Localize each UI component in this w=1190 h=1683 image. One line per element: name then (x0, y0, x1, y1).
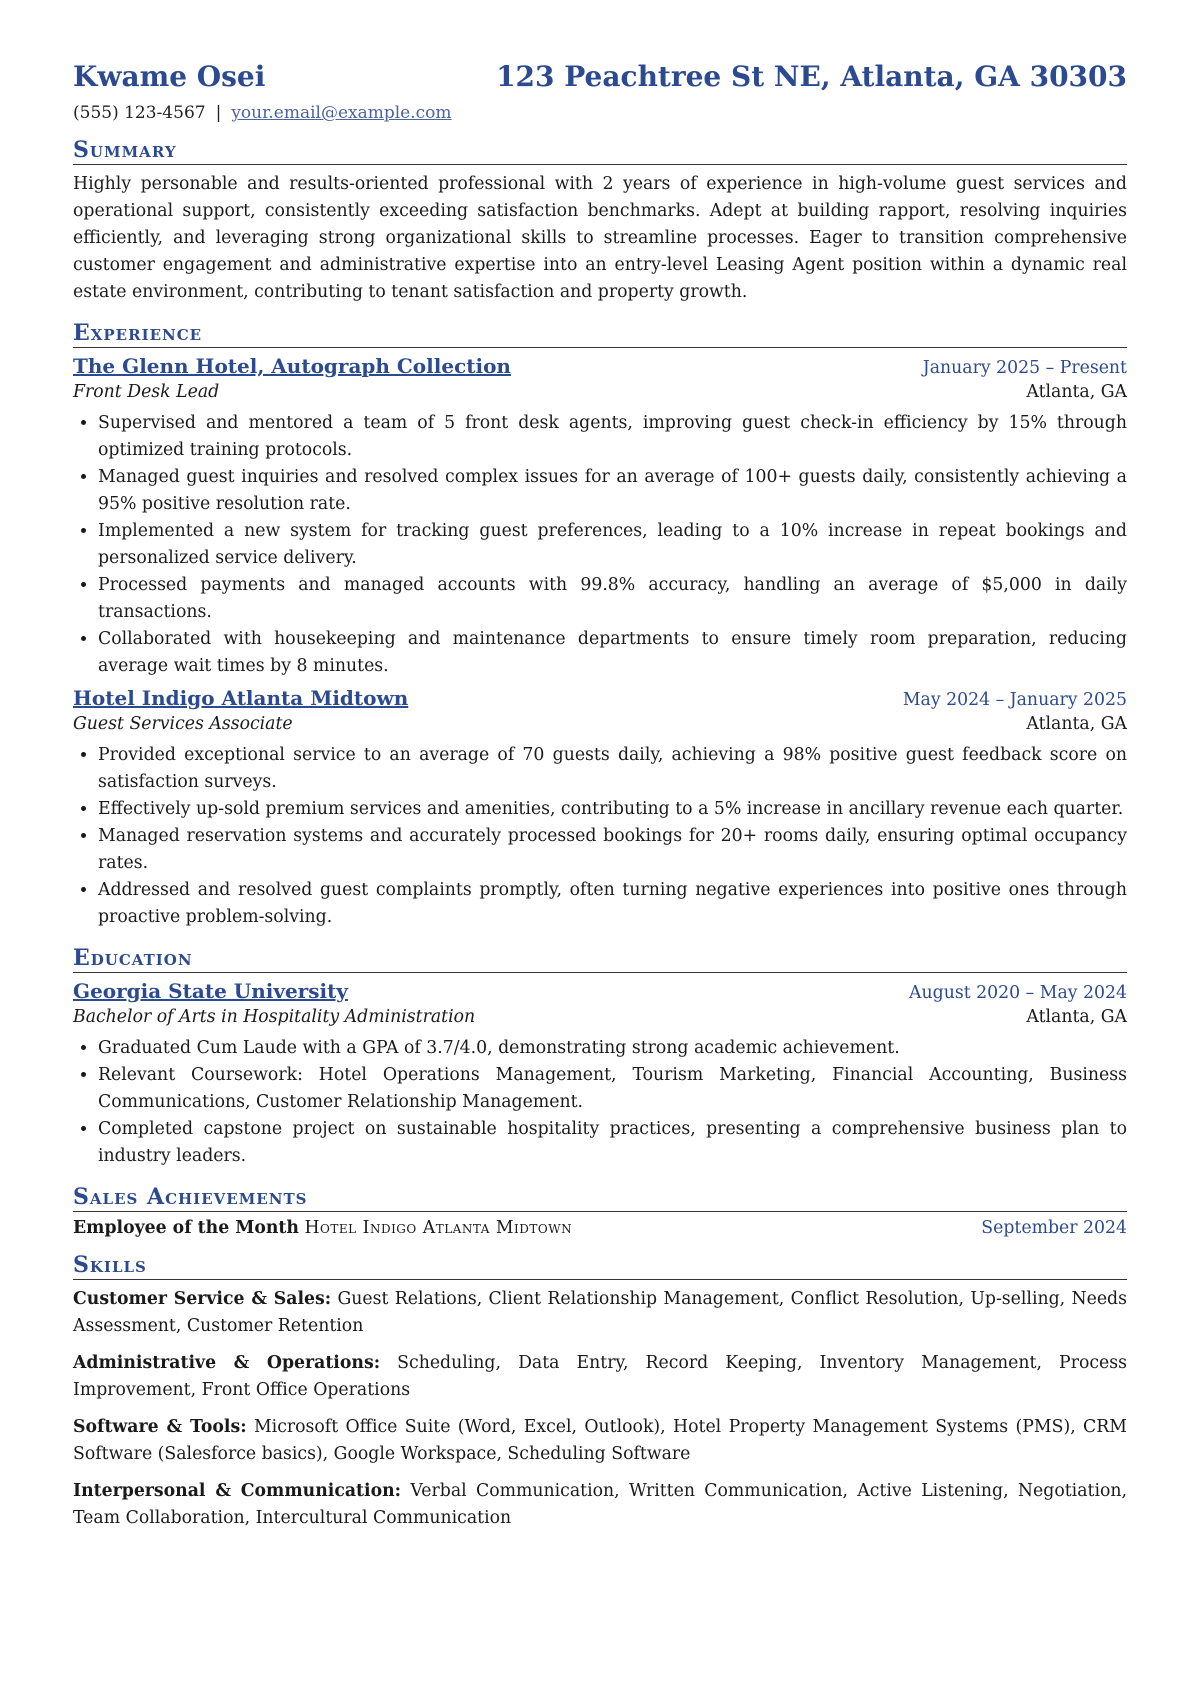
bullet-list (73, 1035, 1127, 1170)
job-title: Front Desk Lead (73, 382, 220, 402)
employer-name[interactable]: The Glenn Hotel, Autograph Collection (73, 354, 511, 378)
bullet-item: • Provided exceptional service to an average of 70 guests daily, achieving a 98% positive guest feedback score on satisfaction surveys. (98, 742, 1127, 796)
email-link[interactable]: your.email@example.com (231, 103, 452, 123)
employment-dates: January 2025 – Present (922, 358, 1127, 378)
contact-line (73, 103, 1127, 123)
bullet-list (73, 742, 1127, 931)
bullet-item: • Processed payments and managed accounts with 99.8% accuracy, handling an average of $5,000 in daily transactions. (98, 572, 1127, 626)
skill-group-label: Administrative & Operations: (73, 1353, 381, 1373)
achievement-org: Hotel Indigo Atlanta Midtown (304, 1218, 573, 1238)
school-name[interactable]: Georgia State University (73, 979, 348, 1003)
achievement-date: September 2024 (981, 1218, 1127, 1238)
school-location: Atlanta, GA (1026, 1007, 1127, 1027)
employment-dates: May 2024 – January 2025 (902, 690, 1127, 710)
achievement-entry (73, 1218, 1127, 1238)
bullet-item: • Relevant Coursework: Hotel Operations Management, Tourism Marketing, Financial Accounting, Business Communications, Customer Relationship Management. (98, 1062, 1127, 1116)
skill-group-text: Scheduling, Data Entry, Record Keeping, Inventory Management, Process Improvement, Front Office Operations (73, 1353, 1127, 1400)
section-title-skills: Skills (73, 1252, 1127, 1280)
bullet-item: • Addressed and resolved guest complaints promptly, often turning negative experiences into positive ones through proactive problem-solving. (98, 877, 1127, 931)
section-title-experience: Experience (73, 320, 1127, 348)
skill-group (73, 1478, 1127, 1532)
experience-entry (73, 354, 1127, 680)
bullet-item: • Managed guest inquiries and resolved complex issues for an average of 100+ guests daily, consistently achieving a 95% positive resolution rate. (98, 464, 1127, 518)
achievement-title: Employee of the Month (73, 1218, 299, 1238)
section-title-summary: Summary (73, 137, 1127, 165)
experience-entry (73, 686, 1127, 931)
skill-group-text: Guest Relations, Client Relationship Management, Conflict Resolution, Up-selling, Needs Assessment, Customer Retention (73, 1289, 1127, 1336)
summary-text: Highly personable and results-oriented professional with 2 years of experience in high-volume guest services and operational support, consistently exceeding satisfaction benchmarks. Adept at building rapport, resolving inquiries efficiently, and leveraging strong organizational skills to streamline processes. Eager to transition comprehensive customer engagement and administrative expertise into an entry-level Leasing Agent position within a dynamic real estate environment, contributing to tenant satisfaction and property growth. (73, 174, 1127, 302)
skill-group (73, 1350, 1127, 1404)
bullet-item: • Collaborated with housekeeping and maintenance departments to ensure timely room preparation, reducing average wait times by 8 minutes. (98, 626, 1127, 680)
candidate-address: 123 Peachtree St NE, Atlanta, GA 30303 (496, 60, 1127, 93)
contact-separator: | (215, 103, 222, 123)
job-location: Atlanta, GA (1026, 714, 1127, 734)
bullet-item: • Implemented a new system for tracking guest preferences, leading to a 10% increase in repeat bookings and personalized service delivery. (98, 518, 1127, 572)
skill-group (73, 1414, 1127, 1468)
bullet-list (73, 410, 1127, 680)
job-location: Atlanta, GA (1026, 382, 1127, 402)
skill-group (73, 1286, 1127, 1340)
candidate-name: Kwame Osei (73, 60, 266, 93)
skill-group-text: Verbal Communication, Written Communication, Active Listening, Negotiation, Team Collaboration, Intercultural Communication (73, 1481, 1127, 1528)
job-title: Guest Services Associate (73, 714, 293, 734)
education-dates: August 2020 – May 2024 (909, 983, 1127, 1003)
skill-group-text: Microsoft Office Suite (Word, Excel, Outlook), Hotel Property Management Systems (PMS), CRM Software (Salesforce basics), Google Workspace, Scheduling Software (73, 1417, 1127, 1464)
skill-group-label: Software & Tools: (73, 1417, 247, 1437)
bullet-item: • Supervised and mentored a team of 5 front desk agents, improving guest check-in efficiency by 15% through optimized training protocols. (98, 410, 1127, 464)
skill-group-label: Interpersonal & Communication: (73, 1481, 402, 1501)
education-entry (73, 979, 1127, 1170)
phone-number: (555) 123-4567 (73, 103, 206, 123)
degree-title: Bachelor of Arts in Hospitality Administration (73, 1007, 476, 1027)
skill-group-label: Customer Service & Sales: (73, 1289, 332, 1309)
section-title-education: Education (73, 945, 1127, 973)
bullet-item: • Managed reservation systems and accurately processed bookings for 20+ rooms daily, ensuring optimal occupancy rates. (98, 823, 1127, 877)
bullet-item: • Effectively up-sold premium services and amenities, contributing to a 5% increase in ancillary revenue each quarter. (98, 796, 1127, 823)
bullet-item: • Graduated Cum Laude with a GPA of 3.7/4.0, demonstrating strong academic achievement. (98, 1035, 1127, 1062)
resume-header (73, 60, 1127, 93)
section-title-achievements: Sales Achievements (73, 1184, 1127, 1212)
bullet-item: • Completed capstone project on sustainable hospitality practices, presenting a comprehensive business plan to industry leaders. (98, 1116, 1127, 1170)
employer-name[interactable]: Hotel Indigo Atlanta Midtown (73, 686, 409, 710)
resume-page (73, 60, 1127, 1542)
